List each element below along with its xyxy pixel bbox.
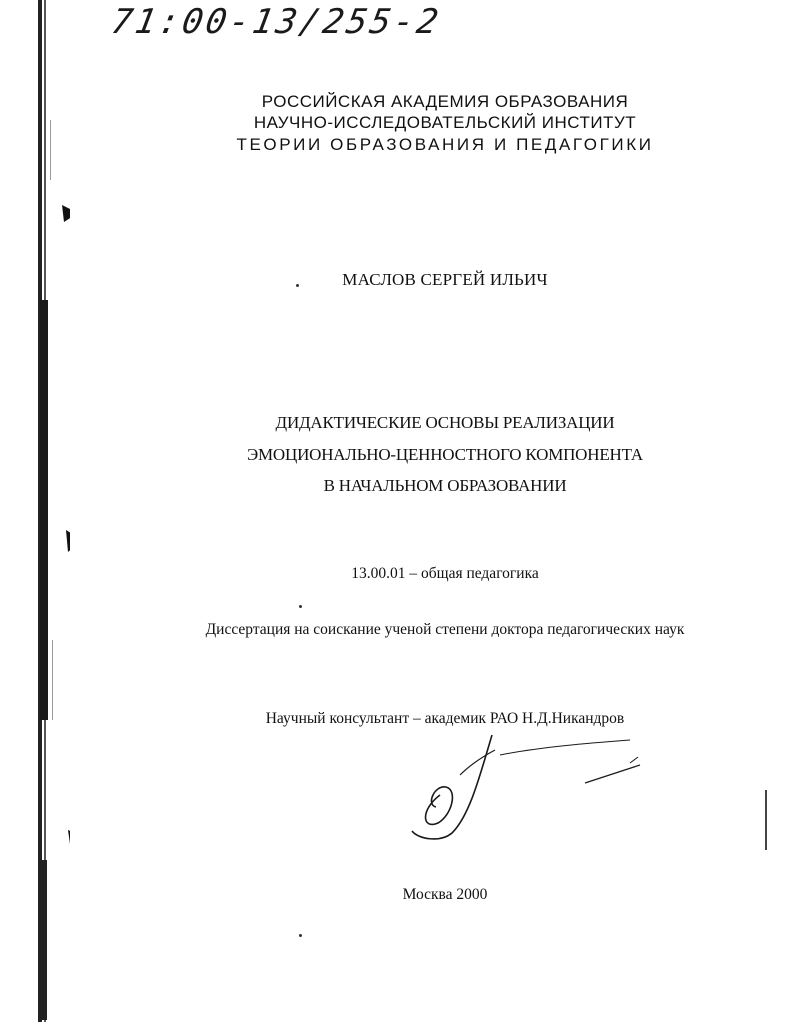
title-line-3: В НАЧАЛЬНОМ ОБРАЗОВАНИИ: [323, 476, 567, 495]
author-name: МАСЛОВ СЕРГЕЙ ИЛЬИЧ: [342, 270, 548, 289]
scientific-advisor: Научный консультант – академик РАО Н.Д.Никандров: [265, 710, 625, 727]
binding-strip-icon: [0, 0, 70, 1022]
scan-speck: [296, 284, 299, 287]
scan-edge-mark: [765, 790, 767, 850]
institution-line-2: НАУЧНО-ИССЛЕДОВАТЕЛЬСКИЙ ИНСТИТУТ: [253, 113, 637, 132]
institution-line-3: ТЕОРИИ ОБРАЗОВАНИЯ И ПЕДАГОГИКИ: [236, 135, 654, 154]
scan-speck: [299, 934, 302, 937]
institution-line-1: РОССИЙСКАЯ АКАДЕМИЯ ОБРАЗОВАНИЯ: [261, 92, 629, 111]
city-year: Москва 2000: [402, 886, 488, 903]
title-line-2: ЭМОЦИОНАЛЬНО-ЦЕННОСТНОГО КОМПОНЕНТА: [246, 445, 644, 464]
specialty: 13.00.01 – общая педагогика: [351, 565, 539, 582]
handwritten-signature-icon: [400, 735, 660, 845]
archive-code: 71:00-13/255-2: [108, 2, 445, 42]
degree-statement: Диссертация на соискание ученой степени доктора педагогических наук: [205, 621, 685, 638]
scan-speck: [299, 605, 302, 608]
title-line-1: ДИДАКТИЧЕСКИЕ ОСНОВЫ РЕАЛИЗАЦИИ: [275, 413, 615, 432]
